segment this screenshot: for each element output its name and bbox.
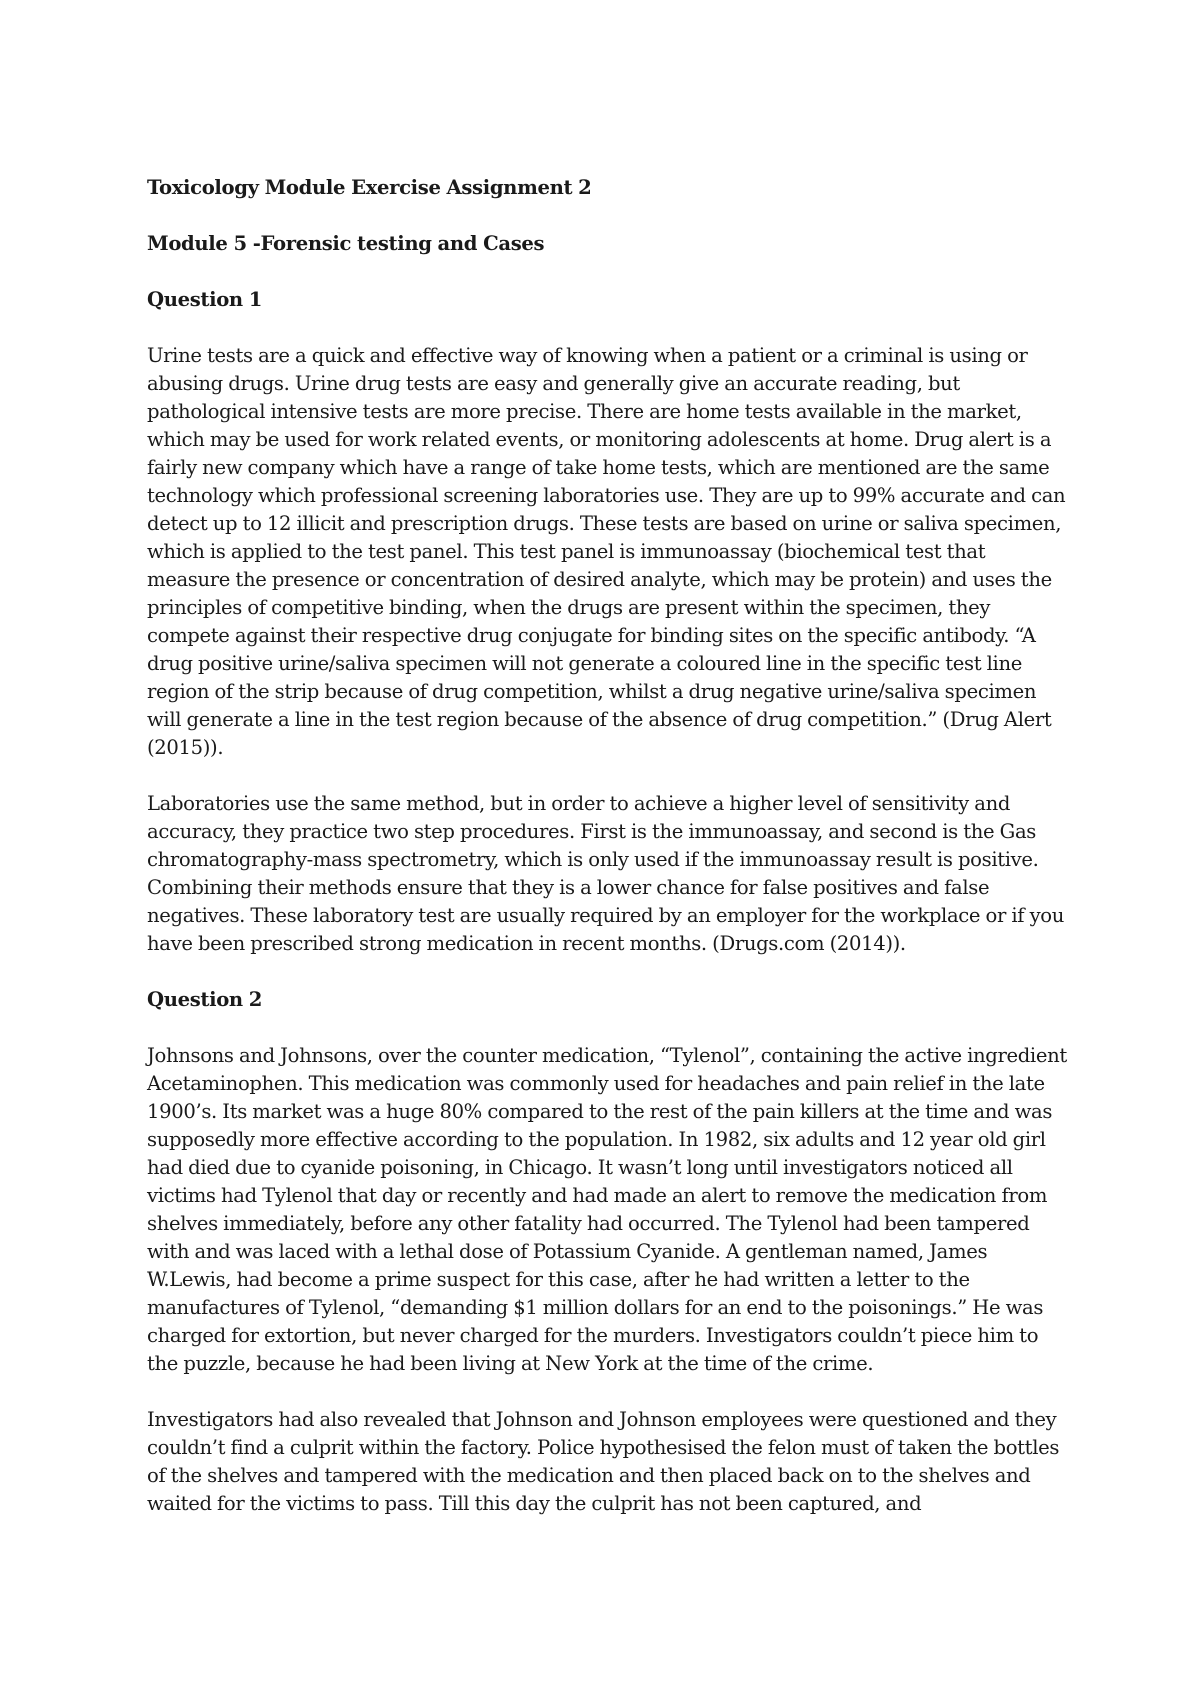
paragraph: Investigators had also revealed that Johnson and Johnson employees were questioned and they couldn’t find a culprit within the factory. Police hypothesised the felon must of taken the bottles of the shelves and tampered with the medication and then placed back on to the shelves and waited for the victims to pass. Till this day the culprit has not been captured, and bbox=[147, 1408, 1060, 1515]
document-body bbox=[147, 174, 1067, 1546]
paragraph: Urine tests are a quick and effective way of knowing when a patient or a criminal is using or abusing drugs. Urine drug tests are easy and generally give an accurate reading, but pathological intensive tests are more precise. There are home tests available in the market, which may be used for work related events, or monitoring adolescents at home. Drug alert is a fairly new company which have a range of take home tests, which are mentioned are the same technology which professional screening laboratories use. They are up to 99% accurate and can detect up to 12 illicit and prescription drugs. These tests are based on urine or saliva specimen, which is applied to the test panel. This test panel is immunoassay (biochemical test that measure the presence or concentration of desired analyte, which may be protein) and uses the principles of competitive binding, when the drugs are present within the specimen, they compete against their respective drug conjugate for binding sites on the specific antibody. “A drug positive urine/saliva specimen will not generate a coloured line in the specific test line region of the strip because of drug competition, whilst a drug negative urine/saliva specimen will generate a line in the test region because of the absence of drug competition.” (Drug Alert (2015)). bbox=[147, 344, 1066, 759]
section-question-2 bbox=[147, 986, 1067, 1518]
section-heading: Question 2 bbox=[147, 988, 263, 1011]
module-heading: Module 5 -Forensic testing and Cases bbox=[147, 232, 545, 255]
paragraph: Laboratories use the same method, but in order to achieve a higher level of sensitivity and accuracy, they practice two step procedures. First is the immunoassay, and second is the Gas chromatography-mass spectrometry, which is only used if the immunoassay result is positive. Combining their methods ensure that they is a lower chance for false positives and false negatives. These laboratory test are usually required by an employer for the workplace or if you have been prescribed strong medication in recent months. (Drugs.com (2014)). bbox=[147, 792, 1065, 955]
paragraph: Johnsons and Johnsons, over the counter medication, “Tylenol”, containing the active ingredient Acetaminophen. This medication was commonly used for headaches and pain relief in the late 1900’s. Its market was a huge 80% compared to the rest of the pain killers at the time and was supposedly more effective according to the population. In 1982, six adults and 12 year old girl had died due to cyanide poisoning, in Chicago. It wasn’t long until investigators noticed all victims had Tylenol that day or recently and had made an alert to remove the medication from shelves immediately, before any other fatality had occurred. The Tylenol had been tampered with and was laced with a lethal dose of Potassium Cyanide. A gentleman named, James W.Lewis, had become a prime suspect for this case, after he had written a letter to the manufactures of Tylenol, “demanding $1 million dollars for an end to the poisonings.” He was charged for extortion, but never charged for the murders. Investigators couldn’t piece him to the puzzle, because he had been living at New York at the time of the crime. bbox=[147, 1044, 1067, 1375]
section-question-1 bbox=[147, 286, 1067, 958]
section-heading: Question 1 bbox=[147, 288, 263, 311]
document-title: Toxicology Module Exercise Assignment 2 bbox=[147, 176, 592, 199]
